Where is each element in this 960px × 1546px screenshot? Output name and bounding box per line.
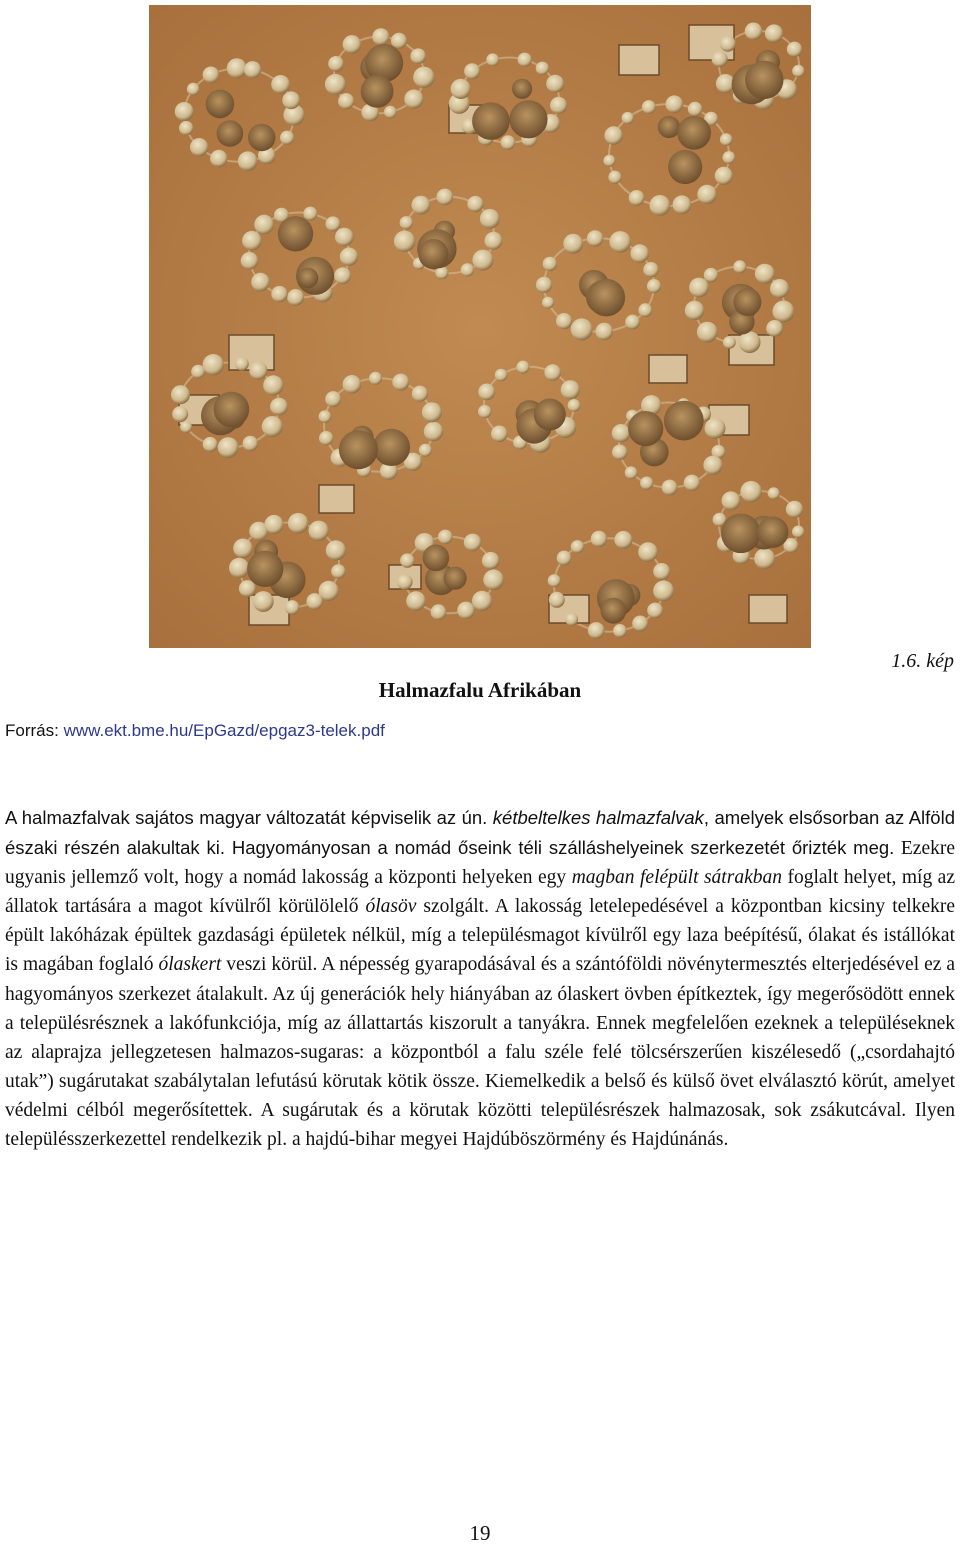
round-hut — [239, 580, 256, 597]
round-hut — [787, 42, 802, 57]
round-hut — [404, 90, 423, 109]
thatched-roof — [721, 514, 761, 554]
round-hut — [464, 63, 480, 79]
round-hut — [271, 286, 287, 302]
round-hut — [673, 195, 692, 214]
round-hut — [180, 421, 192, 433]
round-hut — [712, 51, 728, 67]
round-hut — [568, 399, 581, 412]
round-hut — [613, 624, 627, 638]
round-hut — [549, 592, 565, 608]
round-hut — [647, 603, 663, 619]
round-hut — [262, 416, 283, 437]
round-hut — [478, 405, 491, 418]
thatched-roof — [509, 100, 547, 138]
body-paragraph — [5, 803, 955, 1154]
round-hut — [739, 331, 761, 353]
round-hut — [392, 374, 409, 391]
round-hut — [517, 361, 530, 374]
round-hut — [306, 593, 323, 610]
round-hut — [740, 481, 762, 503]
round-hut — [413, 67, 434, 88]
round-hut — [241, 252, 259, 270]
round-hut — [218, 437, 239, 458]
thatched-roof — [472, 102, 510, 140]
round-hut — [754, 548, 775, 569]
round-hut — [343, 35, 362, 54]
round-hut — [437, 189, 454, 206]
round-hut — [733, 260, 746, 273]
round-hut — [491, 426, 508, 443]
round-hut — [653, 563, 670, 580]
round-hut — [571, 318, 593, 340]
round-hut — [612, 445, 627, 460]
round-hut — [309, 521, 329, 541]
round-hut — [210, 150, 227, 167]
round-hut — [203, 437, 218, 452]
flat-roof-house — [649, 355, 687, 383]
round-hut — [233, 539, 253, 559]
round-hut — [397, 574, 413, 590]
round-hut — [563, 234, 583, 254]
text-s1a: A halmazfalvak sajátos magyar változatát képviselik az ún. — [5, 807, 493, 828]
round-hut — [251, 273, 270, 292]
thatched-roof — [444, 567, 467, 590]
thatched-roof — [588, 279, 626, 317]
round-hut — [264, 515, 283, 534]
round-hut — [335, 228, 354, 247]
round-hut — [650, 195, 671, 216]
round-hut — [755, 264, 775, 284]
round-hut — [697, 322, 718, 343]
round-hut — [722, 491, 741, 510]
round-hut — [703, 456, 722, 475]
round-hut — [285, 600, 300, 615]
round-hut — [431, 604, 447, 620]
round-hut — [501, 135, 516, 150]
thatched-roof — [339, 430, 378, 469]
round-hut — [384, 106, 397, 119]
round-hut — [666, 95, 684, 113]
round-hut — [288, 513, 309, 534]
thatched-roof — [628, 411, 663, 446]
source-link[interactable]: www.ekt.bme.hu/EpGazd/epgaz3-telek.pdf — [63, 721, 385, 740]
round-hut — [561, 380, 580, 399]
round-hut — [187, 83, 200, 96]
round-hut — [565, 613, 578, 626]
round-hut — [270, 398, 288, 416]
round-hut — [697, 185, 716, 204]
round-hut — [542, 297, 554, 309]
round-hut — [175, 102, 194, 121]
term-olasov: ólasöv — [365, 896, 417, 918]
round-hut — [604, 126, 622, 144]
round-hut — [424, 422, 443, 441]
round-hut — [343, 375, 362, 394]
round-hut — [235, 357, 249, 371]
round-hut — [419, 444, 432, 457]
round-hut — [595, 323, 613, 341]
round-hut — [625, 466, 638, 479]
text-s2g: veszi körül. A népesség gyarapodásával és a szántóföldi növénytermesztés elterjedésével ez a hagyományos szerkezet átalakult. Az új generációk hely hiányában az ólaskert övben építkeztek, így megerősödött ennek a településrésznek a lakófunkciója, míg az állattartás kiszorult a tanyákra. Ennek megfelelően ezeknek a településeknek az alaprajza jellegzetesen halmazos-sugaras: a központból a falu széle felé tölcsérszerűen kiszélesedő („csordahajtó utak”) sugárutakat szabálytalan lefutású körutak kötik össze. Kiemelkedik a belső és külső övet elválasztó körút, amelyet védelmi célból megerősítettek. A sugárutak és a körutak közötti településrészek halmazosak, sok zsákutcával. Ilyen településszerkezettel rendelkezik pl. a hajdú-bihar megyei Hajdúböszörmény és Hajdúnánás. — [5, 954, 955, 1151]
round-hut — [715, 167, 733, 185]
thatched-roof — [278, 216, 313, 251]
text-s2c: foglalt helyet, míg az állatok tartására a magot kívülről körülölelő — [5, 867, 955, 918]
round-hut — [766, 320, 783, 337]
round-hut — [603, 155, 615, 167]
aerial-village-photo — [149, 5, 811, 648]
round-hut — [340, 248, 358, 266]
round-hut — [412, 386, 428, 402]
round-hut — [331, 564, 345, 578]
round-hut — [480, 209, 500, 229]
round-hut — [461, 263, 474, 276]
round-hut — [550, 97, 567, 114]
round-hut — [369, 372, 382, 385]
thatched-roof — [733, 288, 761, 316]
round-hut — [685, 301, 704, 320]
figure-number: 1.6. kép — [891, 650, 954, 672]
round-hut — [765, 24, 783, 42]
flat-roof-house — [749, 595, 787, 623]
round-hut — [723, 336, 736, 349]
flat-roof-house — [319, 485, 354, 513]
source-line — [5, 721, 385, 741]
thatched-roof — [757, 517, 788, 548]
thatched-roof — [658, 116, 680, 138]
round-hut — [768, 487, 780, 499]
round-hut — [253, 591, 274, 612]
round-hut — [263, 375, 283, 395]
round-hut — [457, 602, 475, 620]
round-hut — [625, 315, 640, 330]
round-hut — [723, 151, 736, 164]
round-hut — [472, 591, 492, 611]
round-hut — [630, 244, 649, 263]
round-hut — [325, 391, 341, 407]
round-hut — [640, 477, 653, 490]
round-hut — [544, 364, 561, 381]
round-hut — [642, 100, 656, 114]
text-s2e: szolgált. A lakosság letelepedésével a központban kicsiny telkekre épült lakóházak épültek gazdasági épületek nélkül, míg a településmagot kívülről egy laza beépítésű, ólakat és istállókat is magában foglaló — [5, 896, 955, 976]
round-hut — [172, 406, 188, 422]
round-hut — [238, 151, 258, 171]
round-hut — [647, 279, 661, 293]
round-hut — [319, 431, 333, 445]
thatched-roof — [418, 239, 448, 269]
round-hut — [720, 133, 733, 146]
round-hut — [478, 384, 495, 401]
round-hut — [243, 436, 258, 451]
round-hut — [557, 551, 572, 566]
round-hut — [483, 570, 504, 591]
round-hut — [229, 558, 249, 578]
round-hut — [249, 362, 267, 380]
round-hut — [472, 250, 493, 271]
thatched-roof — [664, 401, 704, 441]
round-hut — [609, 231, 631, 253]
round-hut — [745, 23, 763, 41]
round-hut — [786, 501, 803, 518]
round-hut — [464, 534, 482, 552]
round-hut — [518, 53, 532, 67]
thatched-roof — [206, 90, 235, 119]
thatched-roof — [601, 598, 627, 624]
round-hut — [556, 313, 572, 329]
round-hut — [412, 196, 431, 215]
round-hut — [792, 65, 804, 77]
round-hut — [179, 121, 193, 135]
round-hut — [244, 61, 261, 78]
term-ketbeltelkes: kétbeltelkes halmazfalvak — [492, 807, 704, 828]
round-hut — [190, 138, 208, 156]
round-hut — [406, 591, 426, 611]
thatched-roof — [247, 551, 283, 587]
round-hut — [608, 171, 621, 184]
round-hut — [400, 553, 414, 567]
thatched-roof — [668, 150, 702, 184]
round-hut — [546, 75, 564, 93]
round-hut — [326, 540, 346, 560]
aerial-village-illustration — [149, 5, 811, 648]
round-hut — [326, 216, 341, 231]
round-hut — [653, 581, 674, 602]
thatched-roof — [373, 429, 410, 466]
thatched-roof — [534, 399, 566, 431]
round-hut — [629, 190, 645, 206]
round-hut — [638, 542, 658, 562]
round-hut — [689, 278, 709, 298]
thatched-roof — [423, 545, 450, 572]
round-hut — [282, 91, 300, 109]
round-hut — [614, 531, 632, 549]
round-hut — [451, 79, 471, 99]
round-hut — [242, 231, 262, 251]
round-hut — [612, 424, 630, 442]
round-hut — [622, 112, 634, 124]
round-hut — [571, 540, 584, 553]
round-hut — [536, 277, 552, 293]
round-hut — [254, 215, 274, 235]
round-hut — [203, 354, 224, 375]
round-hut — [704, 268, 718, 282]
thatched-roof — [214, 392, 250, 428]
round-hut — [643, 262, 658, 277]
round-hut — [328, 56, 344, 72]
round-hut — [587, 230, 603, 246]
round-hut — [203, 67, 220, 84]
round-hut — [338, 93, 354, 109]
round-hut — [171, 385, 190, 404]
round-hut — [705, 418, 726, 439]
page-number: 19 — [469, 1521, 491, 1545]
round-hut — [770, 279, 789, 298]
round-hut — [543, 257, 557, 271]
round-hut — [422, 402, 442, 422]
text-s2a: Ezekre ugyanis jellemző volt, hogy a nomád lakosság a központi helyeken egy — [5, 838, 955, 889]
round-hut — [591, 531, 607, 547]
round-hut — [394, 231, 415, 252]
round-hut — [227, 58, 247, 78]
thatched-roof — [298, 268, 319, 289]
round-hut — [271, 75, 290, 94]
thatched-roof — [248, 124, 275, 151]
round-hut — [325, 74, 346, 95]
flat-roof-house — [619, 45, 659, 75]
round-hut — [495, 369, 508, 382]
round-hut — [280, 131, 294, 145]
figure-caption: Halmazfalu Afrikában — [378, 678, 582, 702]
round-hut — [773, 301, 795, 323]
thatched-roof — [512, 79, 532, 99]
round-hut — [792, 526, 804, 538]
round-hut — [638, 303, 652, 317]
round-hut — [662, 480, 678, 496]
round-hut — [485, 232, 503, 250]
thatched-roof — [677, 116, 711, 150]
round-hut — [482, 552, 500, 570]
term-magban: magban felépült sátrakban — [571, 867, 782, 889]
round-hut — [688, 102, 703, 117]
round-hut — [684, 475, 700, 491]
round-hut — [287, 289, 304, 306]
text-s1c: , amelyek elsősorban az Alföld északi részén alakultak ki. Hagyományosan a nomád őseink téli szálláshelyeinek szerkezetét őrizték meg. — [5, 807, 955, 859]
round-hut — [319, 410, 332, 423]
thatched-roof — [217, 120, 244, 147]
round-hut — [548, 574, 561, 587]
round-hut — [334, 267, 351, 284]
round-hut — [536, 62, 549, 75]
round-hut — [588, 622, 605, 639]
round-hut — [467, 196, 483, 212]
round-hut — [720, 36, 736, 52]
thatched-roof — [361, 75, 394, 108]
round-hut — [400, 216, 413, 229]
source-label: Forrás: — [5, 721, 59, 740]
round-hut — [438, 530, 453, 545]
round-hut — [486, 53, 499, 66]
thatched-roof — [745, 61, 783, 99]
term-olaskert: ólaskert — [158, 954, 222, 976]
round-hut — [372, 28, 389, 45]
round-hut — [632, 616, 648, 632]
round-hut — [303, 207, 317, 221]
round-hut — [410, 48, 426, 64]
